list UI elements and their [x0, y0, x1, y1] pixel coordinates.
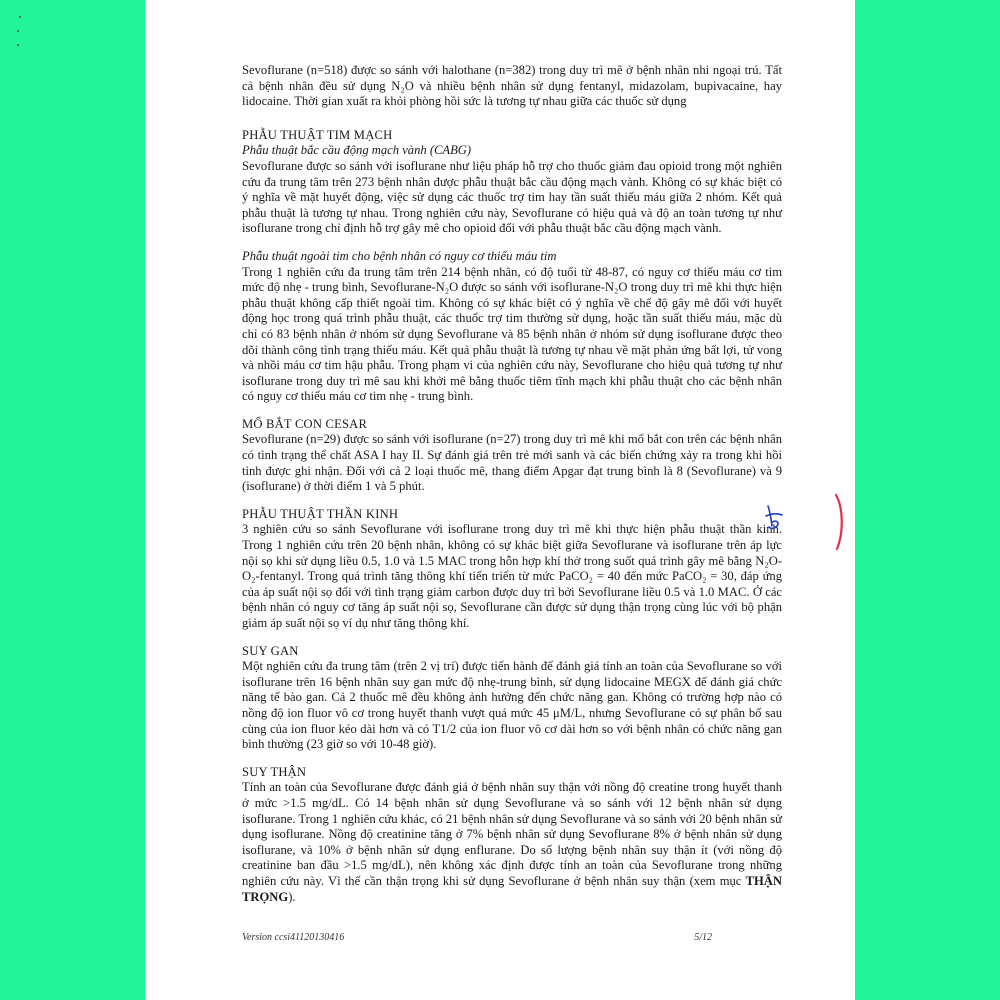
cardiac-section — [242, 128, 782, 405]
kidney-section — [242, 765, 782, 905]
page-number: 5/12 — [694, 932, 712, 943]
document-body — [242, 63, 782, 905]
neuro-heading: PHẪU THUẬT THẦN KINH — [242, 506, 399, 521]
cardiac-heading: PHẪU THUẬT TIM MẠCH — [242, 127, 393, 142]
intro-paragraph: Sevoflurane (n=518) được so sánh với halothane (n=382) trong duy trì mê ở bệnh nhân nhi ngoại trú. Tất cả bệnh nhân đều sử dụng N₂O và nhiều bệnh nhân sử dụng fentanyl, midazolam, bupivacaine, hay lidocaine. Thời gian xuất ra khỏi phòng hồi sức là tương tự nhau giữa các thuốc sử dụng — [242, 63, 782, 109]
kidney-text: Tính an toàn của Sevoflurane được đánh giá ở bệnh nhân suy thận với nồng độ creatine trong huyết thanh ở mức >1.5 mg/dL. Có 14 bệnh nhân sử dụng Sevoflurane và so sánh với 12 bệnh nhân sử dụng isoflurane. Trong 1 nghiên cứu khác, có 21 bệnh nhân sử dụng Sevoflurane và so sánh với 20 bệnh nhân sử dụng isoflurane. Nồng độ creatinine tăng ở 7% bệnh nhân sử dụng Sevoflurane 8% ở bệnh nhân sử dụng isoflurane, và 10% ở bệnh nhân sử dụng enflurane. Do số lượng bệnh nhân suy thận ít (với nồng độ creatinine ban đầu >1.5 mg/dL), nên không xác định được tính an toàn của Sevoflurane trong những nghiên cứu này. Vì thế cần thận trọng khi sử dụng Sevoflurane ở bệnh nhân suy thận (xem mục — [242, 780, 782, 888]
version-label: Version ccsi41120130416 — [242, 932, 345, 943]
neuro-section — [242, 507, 782, 632]
intro-section — [242, 63, 782, 110]
kidney-paragraph — [242, 780, 782, 905]
liver-paragraph: Một nghiên cứu đa trung tâm (trên 2 vị trí) được tiến hành để đánh giá tính an toàn của Sevoflurane so với isoflurane trên 16 bệnh nhân suy gan mức độ nhẹ-trung bình, sử dụng lidocaine MEGX để đánh giá chức năng tế bào gan. Cả 2 thuốc mê đều không ảnh hưởng đến chức năng gan. Không có trường hợp nào có nồng độ ion fluor vô cơ trong huyết thanh vượt quá mức 45 μM/L, nhưng Sevoflurane có sự phân bố sau cùng của ion fluor kéo dài hơn và có T1/2 của ion fluor vô cơ dài hơn so với bệnh nhân có chức năng gan bình thường (23 giờ so với 10-48 giờ). — [242, 659, 782, 752]
red-edge-mark — [833, 492, 847, 552]
handwritten-initials — [762, 502, 788, 534]
cabg-subheading: Phẫu thuật bắc cầu động mạch vành (CABG) — [242, 143, 472, 158]
cesar-paragraph: Sevoflurane (n=29) được so sánh với isoflurane (n=27) trong duy trì mê khi mổ bắt con trên các bệnh nhân có tình trạng thể chất ASA I hay II. Sự đánh giá trên trẻ mới sanh và các biến chứng xảy ra trong khi hồi tỉnh được ghi nhận. Đối với cả 2 loại thuốc mê, thang điểm Apgar đạt trung bình là 8 (Sevoflurane) và 9 (isoflurane) ở thời điểm 1 và 5 phút. — [242, 432, 782, 494]
cabg-paragraph: Sevoflurane được so sánh với isoflurane như liệu pháp hỗ trợ cho thuốc giảm đau opioid trong một nghiên cứu đa trung tâm trên 273 bệnh nhân được phẫu thuật bắc cầu động mạch vành. Không có sự khác biệt có ý nghĩa về mặt huyết động, việc sử dụng các thuốc trợ tim hay tần suất thiếu máu giữa 2 nhóm. Kết quả phẫu thuật là tương tự nhau. Trong nghiên cứu này, Sevoflurane có hiệu quả và độ an toàn tương tự như isoflurane trong chỉ định hỗ trợ gây mê cho opioid đối với phẫu thuật bắc cầu động mạch vành. — [242, 158, 782, 236]
caution-reference: THẬN TRỌNG — [242, 873, 782, 904]
kidney-text-end: ). — [288, 889, 296, 904]
neuro-paragraph: 3 nghiên cứu so sánh Sevoflurane với isoflurane trong duy trì mê khi thực hiện phẫu thuật thần kinh. Trong 1 nghiên cứu trên 20 bệnh nhân, không có sự khác biệt giữa Sevoflurane và isoflurane trên áp lực nội sọ khi sử dụng liều 0.5, 1.0 và 1.5 MAC trong hỗn hợp khí thở trong suốt quá trình gây mê bằng N₂O-O₂-fentanyl. Trong quá trình tăng thông khí tiến triển từ mức PaCO₂ = 40 đến mức PaCO₂ = 30, đáp ứng của áp suất nội sọ đối với tình trạng giảm carbon được duy trì bởi Sevoflurane liều 0.5 và 1.0 MAC. Ở các bệnh nhân có nguy cơ tăng áp suất nội sọ, Sevoflurane cần được sử dụng thận trọng cùng lúc với bộ phận giảm áp suất nội sọ ví dụ như tăng thông khí. — [242, 522, 782, 630]
cesar-heading: MỔ BẮT CON CESAR — [242, 416, 368, 431]
page-footer — [242, 932, 712, 943]
liver-heading: SUY GAN — [242, 643, 299, 658]
kidney-heading: SUY THẬN — [242, 764, 307, 779]
noncardiac-subheading: Phẫu thuật ngoài tim cho bệnh nhân có nguy cơ thiếu máu tim — [242, 248, 557, 263]
cesar-section — [242, 417, 782, 495]
scan-dots — [15, 14, 25, 54]
noncardiac-paragraph: Trong 1 nghiên cứu đa trung tâm trên 214 bệnh nhân, có độ tuổi từ 48-87, có nguy cơ thiếu máu cơ tim mức độ nhẹ - trung bình, Sevoflurane-N₂O được so sánh với isoflurane-N₂O trong duy trì mê khi thực hiện phẫu thuật không cấp thiết ngoài tim. Không có sự khác biệt có ý nghĩa về chế độ gây mê đối với huyết động học trong quá trình phẫu thuật, các thuốc trợ tim thường sử dụng, hoặc tần suất thiếu máu, mặc dù chỉ có 83 bệnh nhân ở nhóm sử dụng Sevoflurane và 85 bệnh nhân ở nhóm sử dụng isoflurane được theo dõi thành công tình trạng thiếu máu. Kết quả phẫu thuật là tương tự nhau về mặt phản ứng bất lợi, tử vong và nhồi máu cơ tim hậu phẫu. Trong phạm vi của nghiên cứu này, Sevoflurane cho hiệu quả tương tự như isoflurane trong duy trì mê sau khi khởi mê bằng thuốc tiêm tĩnh mạch khi phẫu thuật cho các bệnh nhân có nguy cơ thiếu máu cơ tim nhẹ - trung bình. — [242, 264, 782, 404]
liver-section — [242, 644, 782, 753]
document-page — [145, 0, 855, 1000]
